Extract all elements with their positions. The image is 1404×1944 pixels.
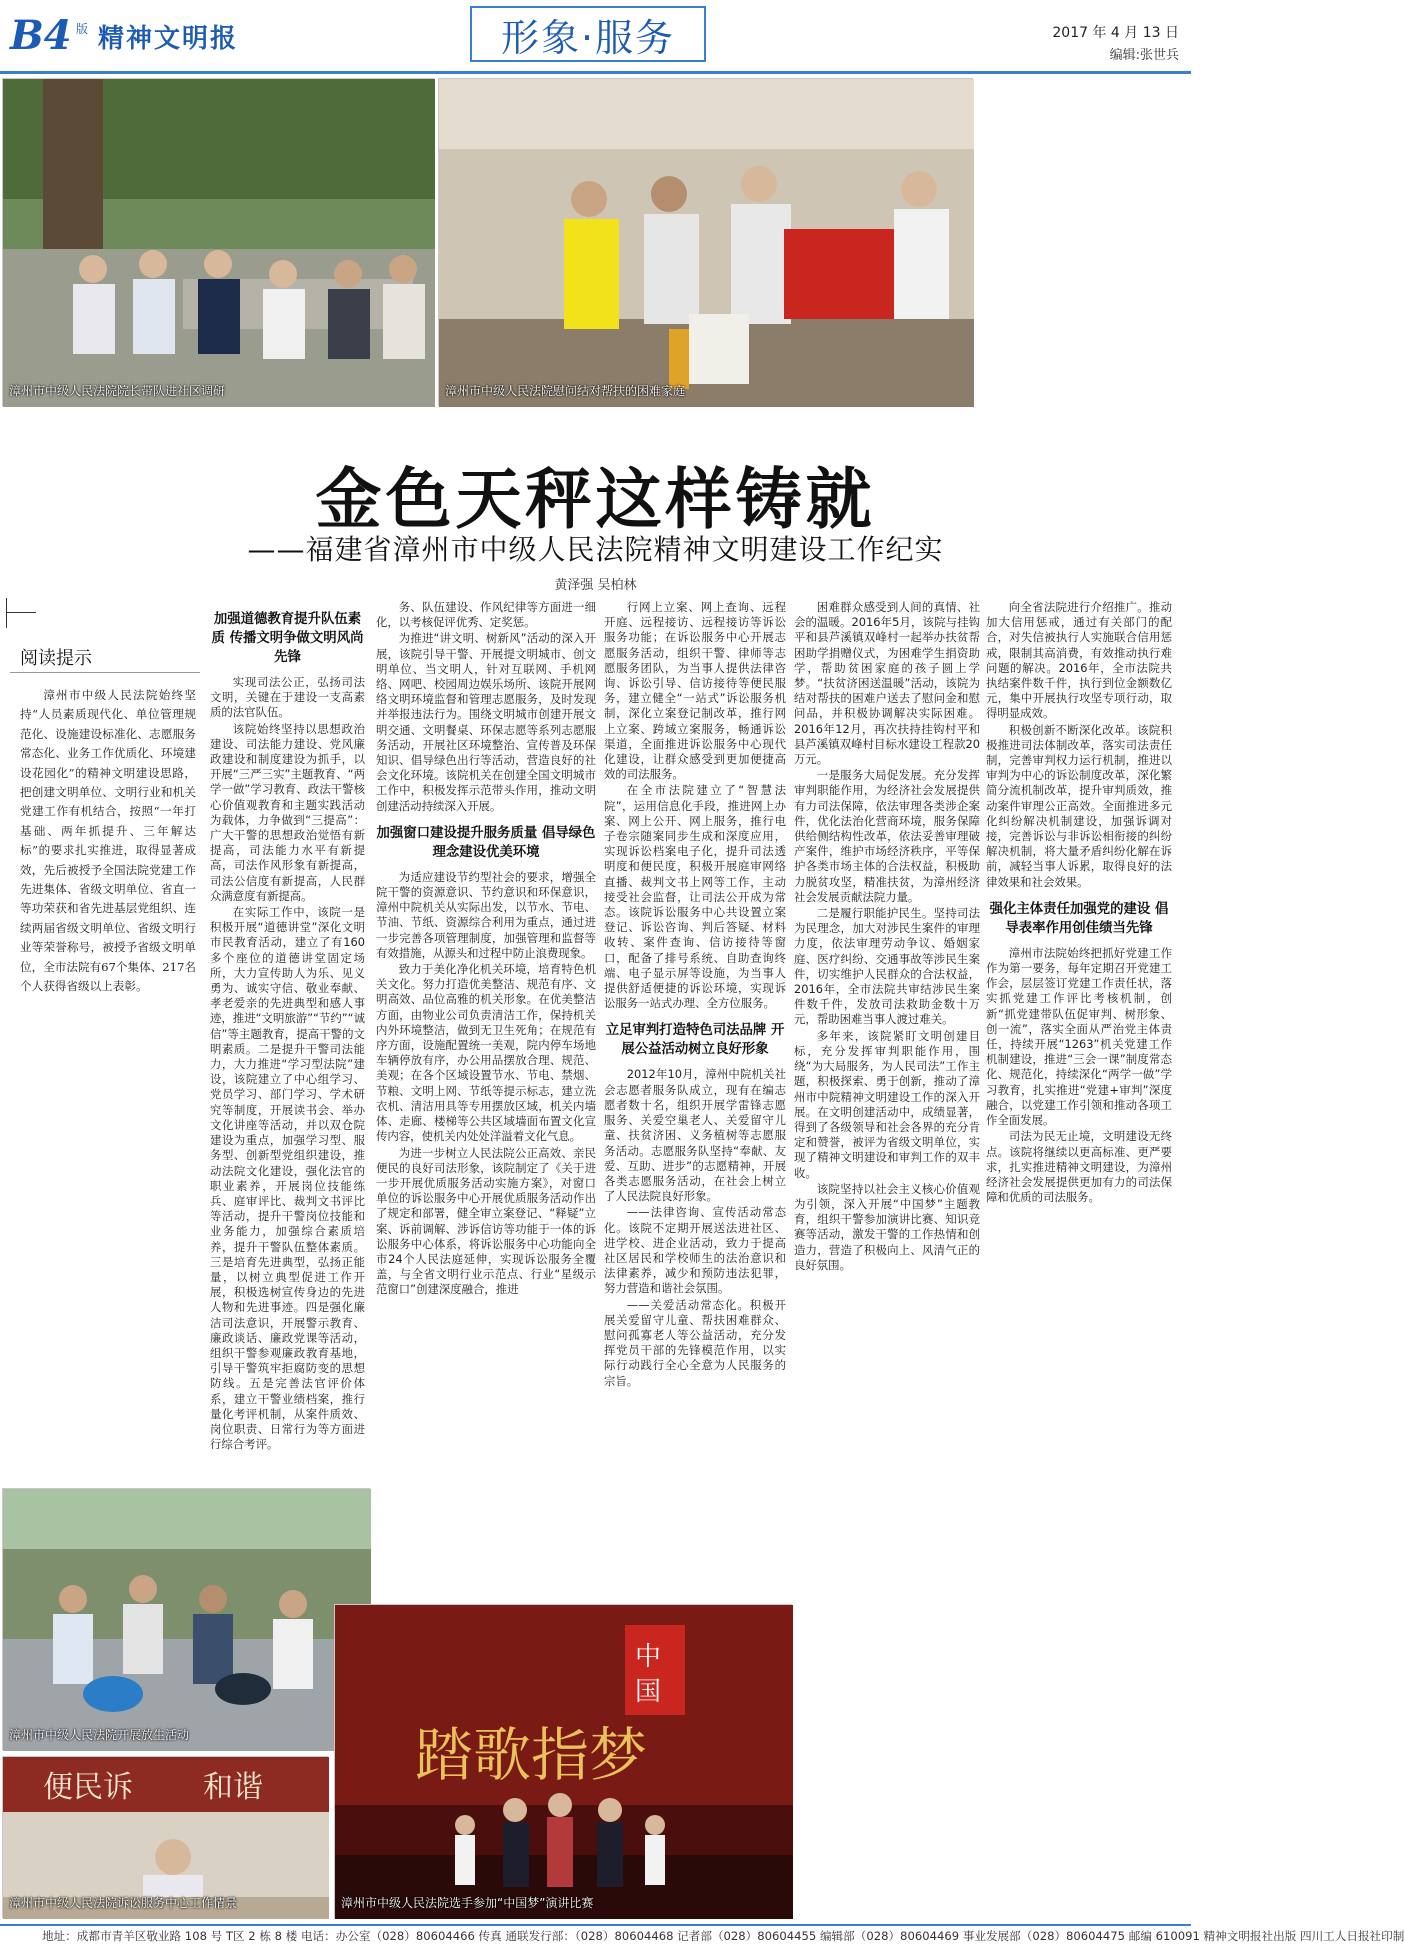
divider — [6, 598, 7, 628]
section-title: 形象·服务 — [470, 6, 706, 62]
photo-community-visit-image — [3, 79, 435, 407]
reading-tips-title: 阅读提示 — [20, 648, 92, 669]
photo-caption: 漳州市中级人民法院开展放生活动 — [9, 1728, 190, 1742]
paragraph: 该院坚持以社会主义核心价值观为引领，深入开展“中国梦”主题教育，组织干警参加演讲比赛、知识竞赛等活动，激发干警的工作热情和创造力，营造了积极向上、风清气正的良好氛围。 — [794, 1181, 980, 1272]
photo-speech-contest-image — [335, 1605, 793, 1919]
paragraph: 向全省法院进行介绍推广。推动加大信用惩戒，通过有关部门的配合，对失信被执行人实施联合信用惩戒，限制其高消费，有效推动执行难问题的解决。2016年，全市法院共执结案件数千件，执行到位金额数亿元，集中开展执行攻坚专项行动，取得明显成效。 — [986, 600, 1172, 721]
paragraph: 在实际工作中，该院一是积极开展“道德讲堂”深化文明市民教育活动，建立了有160多个座位的道德讲堂固定场所，大力宣传助人为乐、见义勇为、诚实守信、敬业奉献、孝老爱亲的先进典型和感人事迹，推进“文明旅游”“节约”“诚信”等主题教育，提高干警的文明素质。二是提升干警司法能力，大力推进“学习型法院”建设，该院建立了中心组学习、党员学习、部门学习、学术研究等制度，开展读书会、举办文化讲座等活动，并以双仓院建设为重点，加强学习型、服务型、创新型党组织建设，推动法院文化建设，强化法官的职业素养，开展岗位技能练兵、庭审评比、裁判文书评比等活动，提升干警岗位技能和业务能力，加强综合素质培养，提升干警队伍整体素质。三是培育先进典型，弘扬正能量，以树立典型促进工作开展，积极选树宣传身边的先进人物和先进事迹。四是强化廉洁司法意识，开展警示教育、廉政谈话、廉政党课等活动，组织干警参观廉政教育基地，引导干警筑牢拒腐防变的思想防线。五是完善法官评价体系，建立干警业绩档案，推行量化考评机制，从案件质效、岗位职责、日常行为等方面进行综合考评。 — [210, 905, 365, 1452]
photo-fish-release — [2, 1488, 370, 1750]
paragraph: 2012年10月，漳州中院机关社会志愿者服务队成立，现有在编志愿者数十名，组织开展学雷锋志愿服务、关爱空巢老人、关爱留守儿童、扶贫济困、义务植树等志愿服务活动。志愿服务队坚持“奉献、友爱、互助、进步”的志愿精神，开展各类志愿服务活动，在社会上树立了人民法院良好形象。 — [604, 1067, 786, 1204]
issue-date: 2017 年 4 月 13 日 — [1052, 25, 1179, 41]
article-column-4 — [604, 600, 786, 1600]
page-number: B4 — [10, 12, 72, 59]
svg-text:中: 中 — [635, 1642, 662, 1672]
paragraph: 致力于美化净化机关环境，培育特色机关文化。努力打造优美整洁、规范有序、文明高效、品位高雅的机关形象。在优美整洁方面，由物业公司负责清洁工作，保持机关内外环境整洁，做到无卫生死角；在规范有序方面，设施配置统一美观，院内停车场地车辆停放有序，办公用品摆放合理、规范、美观；在各个区域设置节水、节电、禁烟、节粮、文明上网、节纸等提示标志，建立洗衣机、清洁用具等专用摆放区域，机关内墙体、走廊、楼梯等公共区域墙面布置文化宣传内容，使机关内处处洋溢着文化气息。 — [376, 962, 596, 1144]
svg-text:便民诉: 便民诉 — [43, 1770, 133, 1805]
photo-speech-contest — [334, 1604, 792, 1918]
paragraph: 务、队伍建设、作风纪律等方面进一细化，以考核促评优秀、定奖惩。 — [376, 600, 596, 630]
paragraph: 一是服务大局促发展。充分发挥审判职能作用，为经济社会发展提供有力司法保障，依法审理各类涉企案件，优化法治化营商环境，服务保障供给侧结构性改革，依法妥善审理破产案件，维护市场经济秩序，平等保护各类市场主体的合法权益，积极助力脱贫攻坚，精准扶贫，为漳州经济社会发展贡献法院力量。 — [794, 768, 980, 904]
paragraph: 多年来，该院紧盯文明创建目标，充分发挥审判职能作用，围绕“为大局服务，为人民司法”工作主题，积极探索、勇于创新，推动了漳州市中院精神文明建设工作的深入开展。在文明创建活动中，成绩显著，得到了各级领导和社会各界的充分肯定和赞誉，被评为省级文明单位，实现了精神文明建设和审判工作的双丰收。 — [794, 1028, 980, 1180]
photo-community-visit — [2, 78, 434, 406]
editor-credit: 编辑:张世兵 — [1109, 48, 1179, 63]
svg-text:和谐: 和谐 — [203, 1770, 263, 1805]
article-column-5 — [794, 600, 980, 1600]
article-column-2 — [210, 600, 365, 1470]
photo-poverty-relief — [438, 78, 973, 406]
article-title: 金色天秤这样铸就 — [315, 460, 876, 538]
section-heading: 强化主体责任加强党的建设 倡导表率作用创佳绩当先锋 — [989, 901, 1169, 936]
page-label: 版 — [76, 22, 89, 36]
paragraph: 实现司法公正，弘扬司法文明，关键在于建设一支高素质的法官队伍。 — [210, 675, 365, 720]
paragraph: 二是履行职能护民生。坚持司法为民理念，加大对涉民生案件的审理力度，依法审理劳动争议、婚姻家庭、医疗纠纷、交通事故等涉民生案件，切实维护人民群众的合法权益，2016年，全市法院共审结涉民生案件数千件，发放司法救助金数十万元，帮助困难当事人渡过难关。 — [794, 906, 980, 1027]
photo-caption: 漳州市中级人民法院慰问结对帮扶的困难家庭 — [445, 384, 686, 398]
newspaper-name: 精神文明报 — [98, 24, 239, 54]
paragraph: 该院始终坚持以思想政治建设、司法能力建设、党风廉政建设和制度建设为抓手，以开展“三严三实”主题教育、“两学一做”学习教育、政法干警核心价值观教育和主题实践活动为载体，力争做到“三提高”：广大干警的思想政治觉悟有新提高，司法能力水平有新提高，司法作风形象有新提高，司法公信度有新提高，人民群众满意度有新提高。 — [210, 721, 365, 903]
paragraph: 在全市法院建立了“智慧法院”，运用信息化手段，推进网上办案、网上公开、网上服务，推行电子卷宗随案同步生成和深度应用，实现诉讼档案电子化，提升司法透明度和便民度，积极开展庭审网络直播、裁判文书上网等工作，主动接受社会监督，让司法公开成为常态。该院诉讼服务中心共设置立案登记、诉讼咨询、判后答疑、材料收转、案件查询、信访接待等窗口，配备了排号系统、自助查询终端、电子显示屏等设施，为当事人提供舒适便捷的诉讼环境，实现诉讼服务一站式办理、全方位服务。 — [604, 783, 786, 1011]
paragraph: ——法律咨询、宣传活动常态化。该院不定期开展送法进社区、进学校、进企业活动，致力于提高社区居民和学校师生的法治意识和法律素养，减少和预防违法犯罪，努力营造和谐社会氛围。 — [604, 1205, 786, 1296]
page-footer: 地址：成都市青羊区敬业路 108 号 T区 2 栋 8 楼 电话：办公室（028）80604466 传真 通联发行部：（028）80604468 记者部（028）80604455 编辑部（028）80604469 事业发展部（028）80604475 邮编 610091 精神文明报社出版 四川工人日报社印制 — [0, 1924, 1191, 1943]
masthead — [0, 0, 1191, 74]
paragraph: 行网上立案、网上查询、远程开庭、远程接访、远程接访等诉讼服务功能；在诉讼服务中心开展志愿服务活动，组织干警、律师等志愿服务团队，为当事人提供法律咨询、诉讼引导、信访接待等便民服务，建立健全“一站式”诉讼服务机制，深化立案登记制改革，推行网上立案、跨域立案服务，畅通诉讼渠道，全面推进诉讼服务中心现代化建设，让群众感受到更加便捷高效的司法服务。 — [604, 600, 786, 782]
section-heading: 加强道德教育提升队伍素质 传播文明争做文明风尚先锋 — [211, 612, 364, 665]
paragraph: 为适应建设节约型社会的要求，增强全院干警的资源意识、节约意识和环保意识，漳州中院机关从实际出发，以节水、节电、节油、节纸、资源综合利用为重点，通过进一步完善各项管理制度，加强管理和监督等有效措施，从源头和过程中防止浪费现象。 — [376, 869, 596, 960]
paragraph: ——关爱活动常态化。积极开展关爱留守儿童、帮扶困难群众、慰问孤寡老人等公益活动，充分发挥党员干部的先锋模范作用，以实际行动践行全心全意为人民服务的宗旨。 — [604, 1297, 786, 1388]
svg-text:国: 国 — [635, 1677, 662, 1707]
photo-fish-release-image — [3, 1489, 371, 1751]
section-heading: 加强窗口建设提升服务质量 倡导绿色理念建设优美环境 — [376, 825, 596, 860]
paragraph: 积极创新不断深化改革。该院积极推进司法体制改革，落实司法责任制，完善审判权力运行机制，推进以审判为中心的诉讼制度改革，深化繁简分流机制改革，提升审判质效，推动案件审理公正高效。全面推进多元化纠纷解决机制建设，加强诉调对接，完善诉讼与非诉讼相衔接的纠纷解决机制，将大量矛盾纠纷化解在诉前，减轻当事人诉累，取得良好的法律效果和社会效果。 — [986, 722, 1172, 889]
section-heading: 立足审判打造特色司法品牌 开展公益活动树立良好形象 — [605, 1023, 785, 1058]
divider — [10, 672, 200, 673]
photo-poverty-relief-image — [439, 79, 974, 407]
paragraph: 为推进“讲文明、树新风”活动的深入开展，该院引导干警、开展提文明城市、创文明单位、当文明人，针对互联网、手机网络、网吧、校园周边娱乐场所、该院开展网络文明环境监督和管理志愿服务，及时发现并举报违法行为。围绕文明城市创建开展文明交通、文明餐桌、环保志愿等系列志愿服务活动，开展社区环境整治、宣传普及环保知识、倡导绿色出行等活动，营造良好的社会文化环境。该院机关在创建全国文明城市工作中，积极发挥示范带头作用，推动文明创建活动持续深入开展。 — [376, 631, 596, 813]
photo-litigation-service — [2, 1756, 328, 1918]
paragraph: 困难群众感受到人间的真情、社会的温暖。2016年5月，该院与挂钩平和县芦溪镇双峰村一起举办扶贫帮困助学捐赠仪式，为困难学生捐资助学，帮助贫困家庭的孩子圆上学梦。“扶贫济困送温暖”活动，该院为结对帮扶的困难户送去了慰问金和慰问品，并积极协调解决实际困难。2016年12月，再次扶持挂钩村平和县芦溪镇双峰村目标水建设工程款20万元。 — [794, 600, 980, 767]
article-subtitle: ——福建省漳州市中级人民法院精神文明建设工作纪实 — [247, 533, 944, 566]
article-column-3 — [376, 600, 596, 1500]
article-byline: 黄泽强 吴柏林 — [554, 578, 637, 593]
paragraph: 司法为民无止境，文明建设无终点。该院将继续以更高标准、更严要求，扎实推进精神文明建设，为漳州经济社会发展提供更加有力的司法保障和优质的司法服务。 — [986, 1129, 1172, 1205]
photo-caption: 漳州市中级人民法院院长带队进社区调研 — [9, 384, 226, 398]
svg-text:踏歌指梦: 踏歌指梦 — [415, 1721, 648, 1789]
paragraph: 为进一步树立人民法院公正高效、亲民便民的良好司法形象，该院制定了《关于进一步开展优质服务活动实施方案》，对窗口单位的诉讼服务中心开展优质服务活动作出了规定和部署，健全审立案登记、“释疑”立案、诉前调解、涉诉信访等功能于一体的诉讼服务中心体系，将诉讼服务中心功能向全市24个人民法庭延伸，实现诉讼服务全覆盖，与全省文明行业示范点、行业“星级示范窗口”创建深度融合，推进 — [376, 1145, 596, 1297]
reading-tips-text: 漳州市中级人民法院始终坚持“人员素质现代化、单位管理规范化、设施建设标准化、志愿服务常态化、业务工作优质化、环境建设花园化”的精神文明建设思路，把创建文明单位、文明行业和机关党建工作有机结合，按照“一年打基础、两年抓提升、三年解达标”的要求扎实推进，取得显著成效，先后被授予全国法院党建工作先进集体、省级文明单位、省直一等功荣获和省先进基层党组织、连续两届省级文明单位、省级文明行业等荣誉称号，被授予省级文明单位，全市法院有67个集体、217名个人获得省级以上表彰。 — [20, 688, 197, 994]
photo-caption: 漳州市中级人民法院选手参加“中国梦”演讲比赛 — [341, 1896, 594, 1910]
paragraph: 漳州市法院始终把抓好党建工作作为第一要务，每年定期召开党建工作会，层层签订党建工作责任状，落实抓党建工作评比考核机制，创新“抓党建带队伍促审判、树形象、创一流”，落实全面从严治党主体责任，持续开展“1263”机关党建工作机制建设，推进“三会一课”制度常态化、规范化，持续深化“两学一做”学习教育，扎实推进“党建+审判”深度融合，以党建工作引领和推动各项工作全面发展。 — [986, 945, 1172, 1128]
article-column-6 — [986, 600, 1172, 1918]
reading-tips-box — [6, 598, 204, 1098]
photo-caption: 漳州市中级人民法院诉讼服务中心工作情景 — [9, 1896, 238, 1910]
divider — [6, 612, 36, 613]
